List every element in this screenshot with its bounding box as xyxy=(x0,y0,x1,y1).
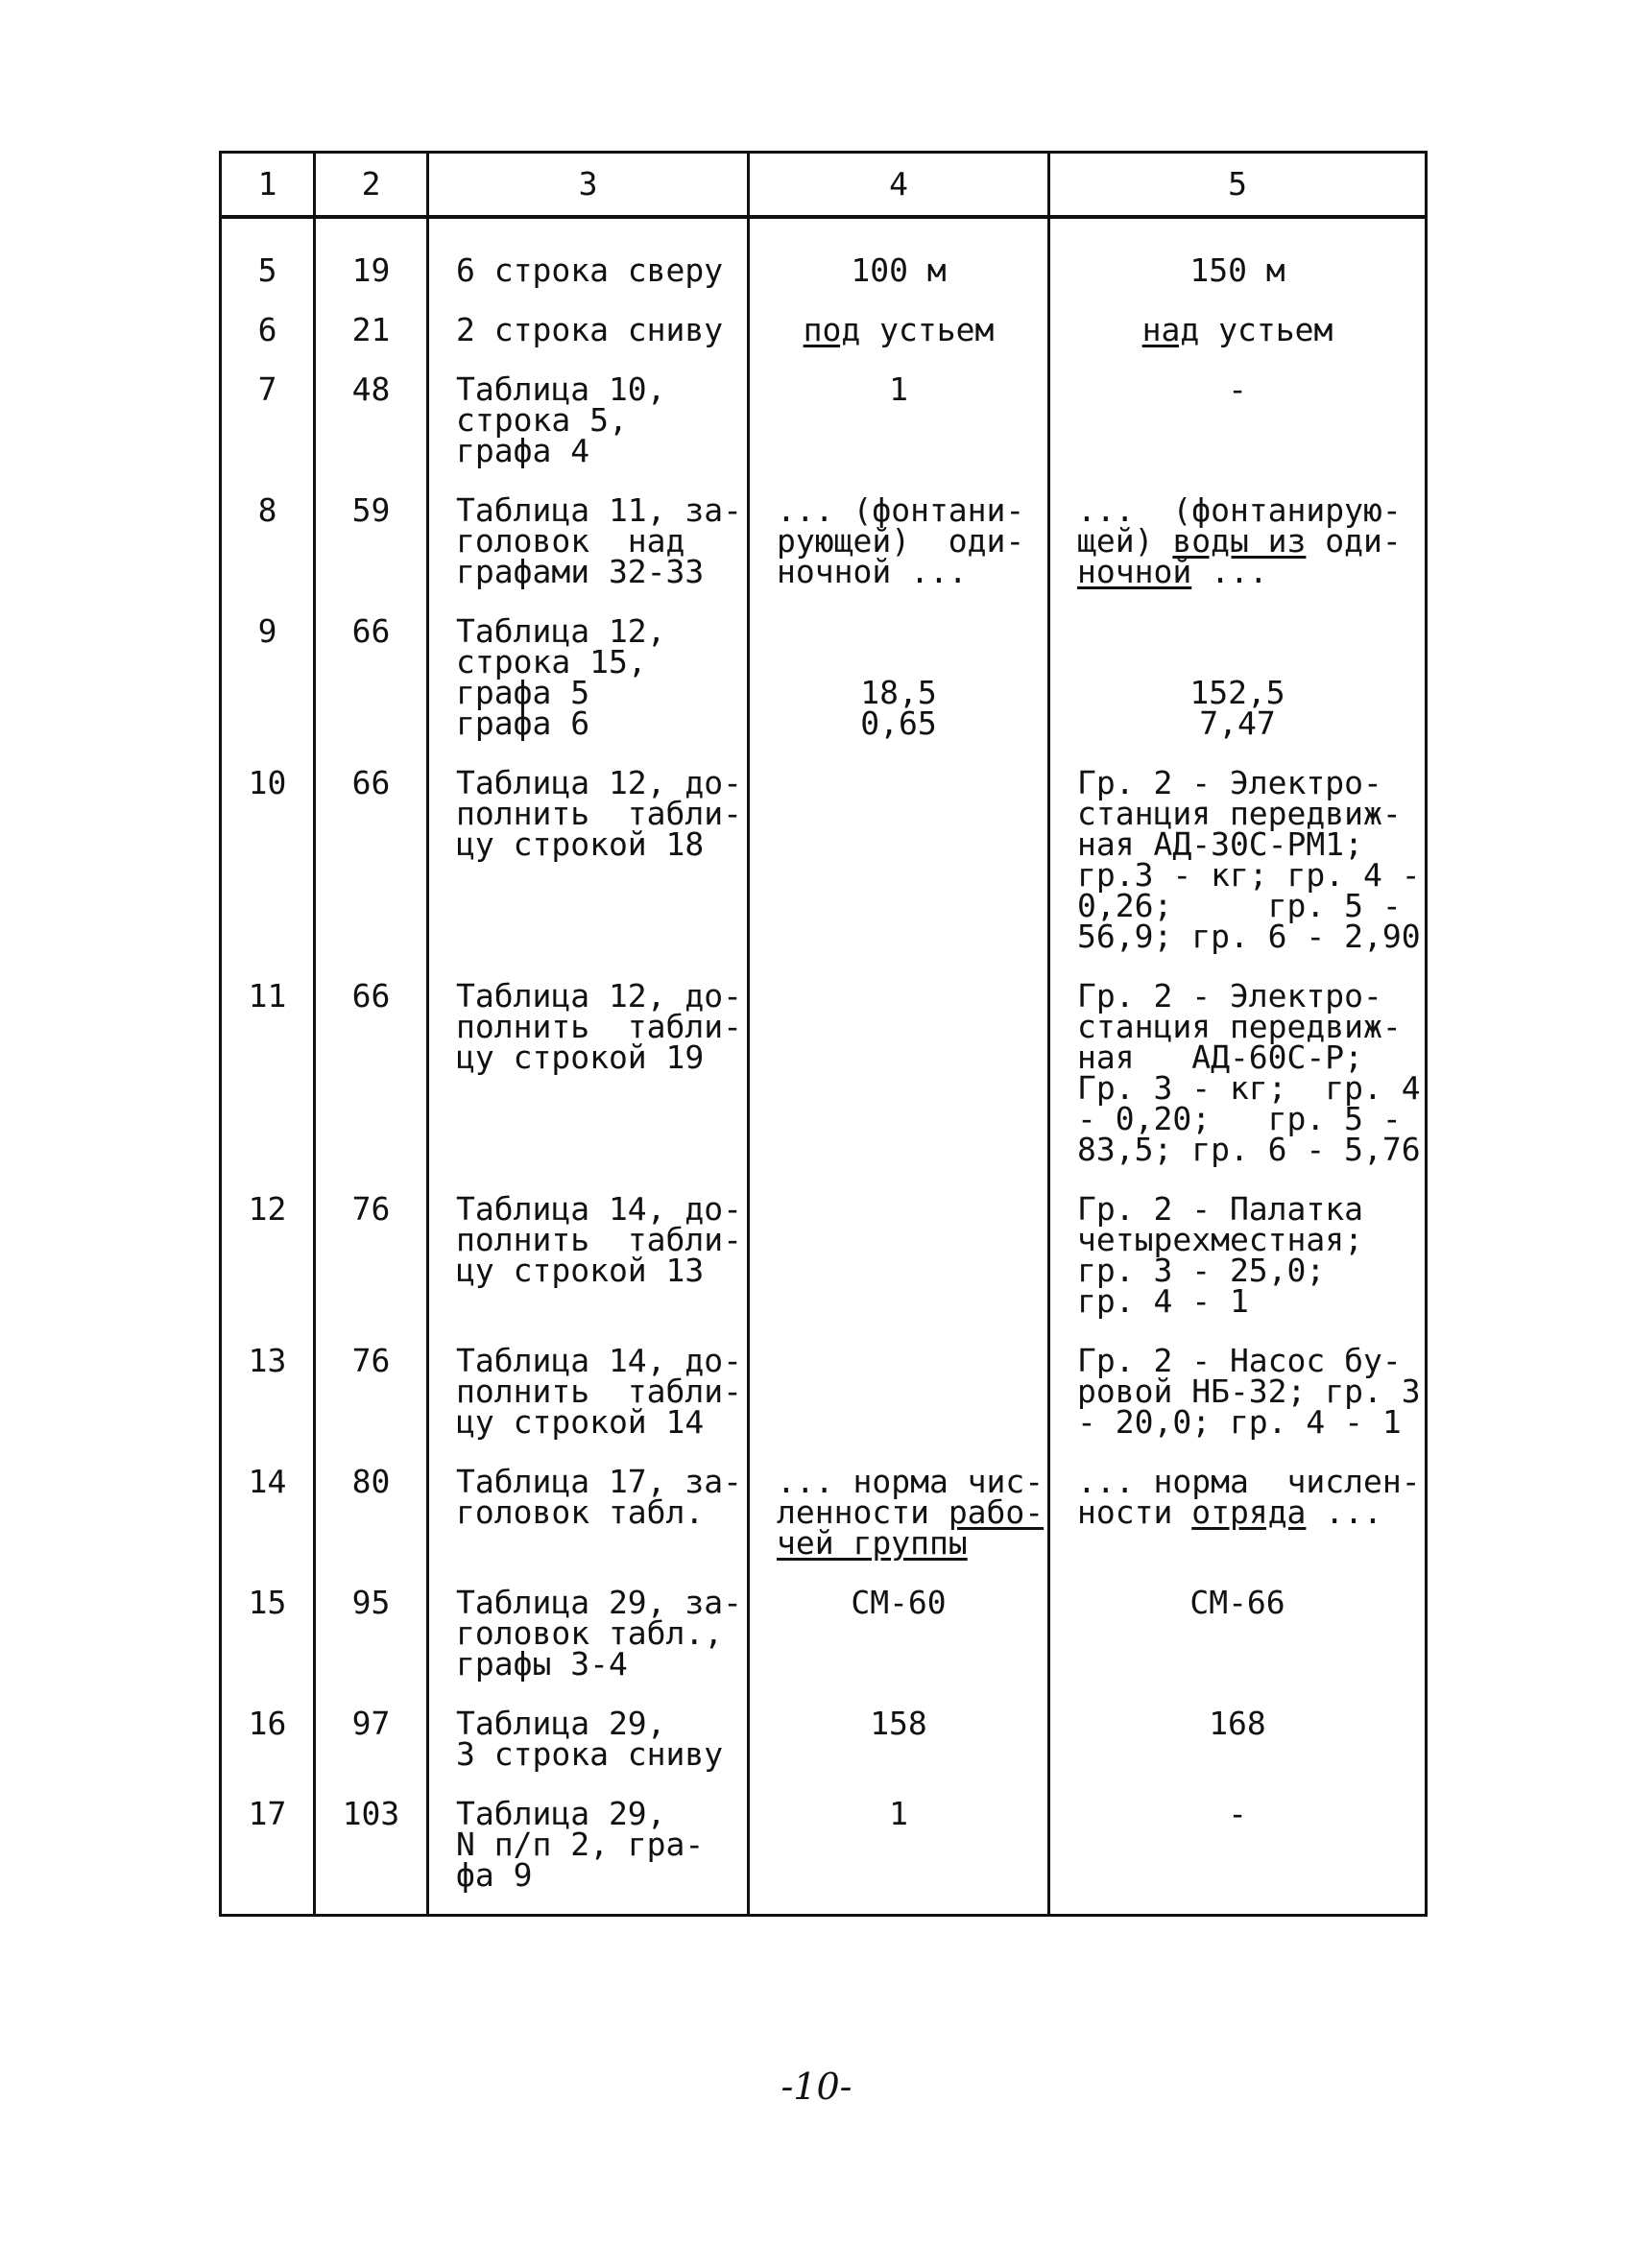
page-ref: 66 xyxy=(315,981,428,1194)
location-cell xyxy=(428,1584,749,1708)
table-row xyxy=(221,495,1427,616)
cell-line: Таблица 12, до- xyxy=(456,977,743,1015)
cell-line: Таблица 12, xyxy=(456,612,666,650)
table-row xyxy=(221,1346,1427,1467)
header-col-3: 3 xyxy=(428,153,749,218)
row-number: 15 xyxy=(221,1588,315,1708)
corrected-cell xyxy=(1049,1190,1427,1346)
row-number: 5 xyxy=(221,217,315,315)
cell-line: 100 м xyxy=(851,251,947,289)
page-ref: 97 xyxy=(315,1708,428,1799)
text-fragment: устьем xyxy=(1199,311,1333,348)
text-fragment: оди- xyxy=(1306,522,1402,560)
header-col-2: 2 xyxy=(315,153,428,218)
row-number: 7 xyxy=(221,374,315,495)
cell-line: полнить табли- xyxy=(456,1373,743,1410)
cell-line: Гр. 3 - кг; гр. 4 xyxy=(1077,1069,1421,1107)
cell-line: ная АД-60С-Р; xyxy=(1077,1039,1364,1076)
cell-line: цу строкой 19 xyxy=(456,1039,705,1076)
cell-line: СМ-66 xyxy=(1189,1584,1285,1621)
cell-line xyxy=(777,1524,1042,1562)
printed-cell xyxy=(749,981,1049,1194)
printed-cell xyxy=(749,1584,1049,1708)
cell-line: полнить табли- xyxy=(456,1008,743,1045)
page-ref: 19 xyxy=(315,217,428,315)
table-header-row xyxy=(221,153,1427,218)
page-ref: 76 xyxy=(315,1194,428,1346)
printed-cell xyxy=(749,1463,1049,1588)
cell-line: ночной ... xyxy=(777,553,968,590)
location-cell xyxy=(428,1342,749,1467)
cell-line: Таблица 14, до- xyxy=(456,1342,743,1379)
printed-cell xyxy=(749,1346,1049,1467)
printed-cell xyxy=(749,311,1049,374)
underlined-text: отряда xyxy=(1191,1493,1307,1531)
cell-line: 152,5 xyxy=(1189,674,1285,711)
cell-line: - xyxy=(1228,1795,1247,1832)
page-ref: 76 xyxy=(315,1346,428,1467)
cell-line: 3 строка сниву xyxy=(456,1735,724,1773)
cell-line: Гр. 2 - Палатка xyxy=(1077,1190,1364,1228)
location-cell xyxy=(428,1190,749,1346)
cell-line: Гр. 2 - Электро- xyxy=(1077,764,1382,801)
cell-line: 1 xyxy=(889,1795,908,1832)
header-col-4: 4 xyxy=(749,153,1049,218)
cell-line: 158 xyxy=(870,1705,927,1742)
cell-line: ... норма чис- xyxy=(777,1463,1045,1500)
underlined-text: под xyxy=(803,311,861,348)
row-number: 8 xyxy=(221,495,315,616)
cell-line: полнить табли- xyxy=(456,1221,743,1258)
corrected-cell xyxy=(1049,1342,1427,1467)
cell-line: рующей) оди- xyxy=(777,522,1025,560)
location-cell xyxy=(428,1463,749,1588)
cell-line xyxy=(756,311,1042,348)
cell-line: цу строкой 18 xyxy=(456,825,705,863)
row-number: 16 xyxy=(221,1708,315,1799)
cell-line: Таблица 29, xyxy=(456,1705,666,1742)
corrected-cell xyxy=(1049,1463,1427,1588)
page-ref: 66 xyxy=(315,616,428,768)
cell-line: N п/п 2, гра- xyxy=(456,1826,705,1863)
cell-line: - xyxy=(1228,370,1247,408)
cell-line: - 0,20; гр. 5 - xyxy=(1077,1100,1402,1137)
cell-line: станция передвиж- xyxy=(1077,795,1402,832)
page-ref: 66 xyxy=(315,768,428,981)
table-row xyxy=(221,616,1427,768)
cell-line: ... (фонтани- xyxy=(777,491,1025,529)
cell-line: ровой НБ-32; гр. 3 xyxy=(1077,1373,1421,1410)
cell-line: 150 м xyxy=(1189,251,1285,289)
location-cell xyxy=(428,977,749,1194)
cell-line: Гр. 2 - Электро- xyxy=(1077,977,1382,1015)
cell-line: полнить табли- xyxy=(456,795,743,832)
printed-cell xyxy=(749,1194,1049,1346)
cell-line: графы 3-4 xyxy=(456,1645,628,1683)
cell-line xyxy=(1077,1493,1419,1531)
cell-line: 2 строка сниву xyxy=(456,311,724,348)
printed-cell xyxy=(749,370,1049,495)
cell-line: Таблица 14, до- xyxy=(456,1190,743,1228)
corrected-cell xyxy=(1049,491,1427,616)
cell-line: 6 строка сверу xyxy=(456,251,724,289)
cell-line: цу строкой 14 xyxy=(456,1403,705,1441)
cell-line: Таблица 29, xyxy=(456,1795,666,1832)
location-cell xyxy=(428,491,749,616)
table-row xyxy=(221,315,1427,374)
cell-line: Таблица 17, за- xyxy=(456,1463,743,1500)
cell-line: головок табл. xyxy=(456,1493,705,1531)
corrected-cell xyxy=(1049,764,1427,981)
corrections-table xyxy=(219,151,1428,1917)
underlined-text: над xyxy=(1141,311,1200,348)
text-fragment: ... xyxy=(1306,1493,1382,1531)
underlined-text: чей группы xyxy=(777,1524,968,1562)
cell-line: гр.3 - кг; гр. 4 - xyxy=(1077,856,1421,894)
page-ref: 103 xyxy=(315,1799,428,1916)
row-number: 17 xyxy=(221,1799,315,1916)
corrected-cell xyxy=(1049,1705,1427,1799)
page-ref: 95 xyxy=(315,1588,428,1708)
cell-line: Таблица 29, за- xyxy=(456,1584,743,1621)
header-col-5: 5 xyxy=(1049,153,1427,218)
cell-line: 7,47 xyxy=(1199,704,1276,742)
corrected-cell xyxy=(1049,370,1427,495)
cell-line: четырехместная; xyxy=(1077,1221,1364,1258)
cell-line: головок над xyxy=(456,522,685,560)
table-row xyxy=(221,374,1427,495)
cell-line: графа 4 xyxy=(456,432,590,469)
printed-cell xyxy=(749,616,1049,768)
cell-line: графами 32-33 xyxy=(456,553,705,590)
location-cell xyxy=(428,1705,749,1799)
corrected-cell xyxy=(1049,217,1427,315)
table-row xyxy=(221,1467,1427,1588)
header-col-1: 1 xyxy=(221,153,315,218)
corrected-cell xyxy=(1049,1584,1427,1708)
text-fragment: щей) xyxy=(1077,522,1173,560)
cell-line: гр. 4 - 1 xyxy=(1077,1282,1249,1320)
cell-line: станция передвиж- xyxy=(1077,1008,1402,1045)
text-fragment: устьем xyxy=(860,311,995,348)
cell-line: графа 5 xyxy=(456,674,590,711)
cell-line: гр. 3 - 25,0; xyxy=(1077,1252,1326,1289)
cell-line xyxy=(1077,553,1419,590)
row-number: 6 xyxy=(221,315,315,374)
row-number: 14 xyxy=(221,1467,315,1588)
page-ref: 80 xyxy=(315,1467,428,1588)
printed-cell xyxy=(749,217,1049,315)
cell-line: строка 15, xyxy=(456,643,647,680)
cell-line: цу строкой 13 xyxy=(456,1252,705,1289)
table-row xyxy=(221,1708,1427,1799)
cell-line: 83,5; гр. 6 - 5,76 xyxy=(1077,1131,1421,1168)
cell-line: 168 xyxy=(1209,1705,1266,1742)
location-cell xyxy=(428,1795,749,1916)
page-ref: 48 xyxy=(315,374,428,495)
cell-line: ... (фонтанирую- xyxy=(1077,491,1402,529)
cell-line xyxy=(1056,311,1419,348)
cell-line: графа 6 xyxy=(456,704,590,742)
table-row xyxy=(221,217,1427,315)
row-number: 13 xyxy=(221,1346,315,1467)
cell-line: строка 5, xyxy=(456,401,628,439)
corrected-cell xyxy=(1049,616,1427,768)
printed-cell xyxy=(749,768,1049,981)
cell-line: ная АД-30С-РМ1; xyxy=(1077,825,1364,863)
cell-line: 18,5 xyxy=(860,674,937,711)
row-number: 12 xyxy=(221,1194,315,1346)
text-fragment: ности xyxy=(1077,1493,1192,1531)
corrected-cell xyxy=(1049,1795,1427,1916)
row-number: 11 xyxy=(221,981,315,1194)
cell-line: Таблица 11, за- xyxy=(456,491,743,529)
cell-line: головок табл., xyxy=(456,1614,724,1652)
cell-line: 1 xyxy=(889,370,908,408)
cell-line: Таблица 12, до- xyxy=(456,764,743,801)
text-fragment: ... xyxy=(1191,553,1268,590)
printed-cell xyxy=(749,1795,1049,1916)
table-row xyxy=(221,1799,1427,1916)
cell-line: 0,65 xyxy=(860,704,937,742)
page-number: -10- xyxy=(780,2065,853,2108)
text-fragment: ленности xyxy=(777,1493,949,1531)
location-cell xyxy=(428,764,749,981)
location-cell xyxy=(428,217,749,315)
underlined-text: воды из xyxy=(1172,522,1307,560)
table-row xyxy=(221,1194,1427,1346)
page-ref: 21 xyxy=(315,315,428,374)
cell-line: фа 9 xyxy=(456,1856,533,1894)
location-cell xyxy=(428,370,749,495)
underlined-text: рабо- xyxy=(948,1493,1045,1531)
printed-cell xyxy=(749,491,1049,616)
cell-line: ... норма числен- xyxy=(1077,1463,1421,1500)
row-number: 10 xyxy=(221,768,315,981)
cell-line: Гр. 2 - Насос бу- xyxy=(1077,1342,1402,1379)
table-row xyxy=(221,768,1427,981)
cell-line: Таблица 10, xyxy=(456,370,666,408)
underlined-text: ночной xyxy=(1077,553,1192,590)
corrected-cell xyxy=(1049,311,1427,374)
cell-line: - 20,0; гр. 4 - 1 xyxy=(1077,1403,1402,1441)
location-cell xyxy=(428,311,749,374)
table-row xyxy=(221,1588,1427,1708)
table-row xyxy=(221,981,1427,1194)
location-cell xyxy=(428,612,749,768)
cell-line: 56,9; гр. 6 - 2,90 xyxy=(1077,918,1421,955)
cell-line: 0,26; гр. 5 - xyxy=(1077,887,1402,924)
page-ref: 59 xyxy=(315,495,428,616)
cell-line: СМ-60 xyxy=(851,1584,947,1621)
corrected-cell xyxy=(1049,977,1427,1194)
row-number: 9 xyxy=(221,616,315,768)
printed-cell xyxy=(749,1705,1049,1799)
